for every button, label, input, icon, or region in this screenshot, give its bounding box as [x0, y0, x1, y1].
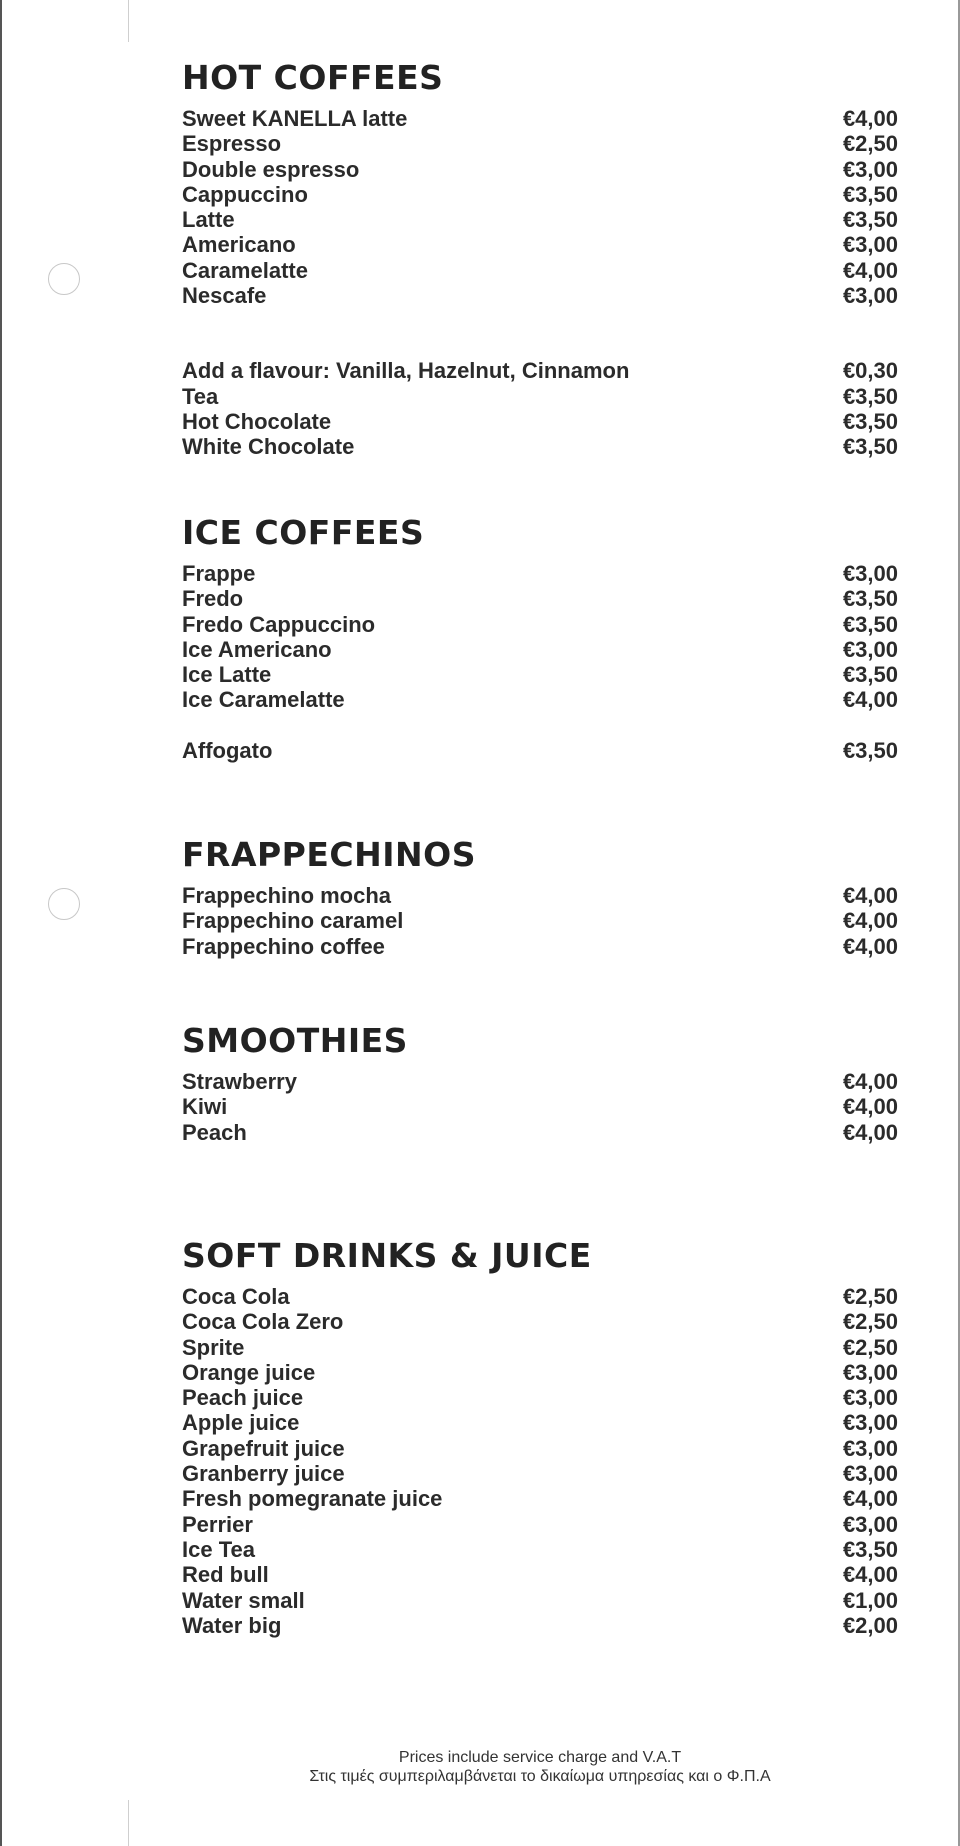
menu-item-price: €3,00	[842, 636, 898, 662]
menu-item-price: €3,50	[842, 181, 898, 207]
menu-item-name: Frappe	[182, 561, 256, 586]
section-smoothies	[182, 1019, 898, 1145]
menu-item	[182, 131, 898, 156]
menu-item	[182, 384, 898, 409]
menu-item-price: €3,00	[842, 283, 898, 309]
menu-item	[182, 1385, 898, 1410]
menu-item-price: €3,00	[842, 1435, 898, 1461]
menu-item-price: €4,00	[842, 1486, 898, 1512]
menu-item-price: €4,00	[842, 1069, 898, 1094]
menu-item	[182, 1309, 898, 1334]
menu-item-name: Ice Latte	[182, 662, 272, 688]
menu-item	[182, 409, 898, 434]
menu-list-extras	[182, 358, 898, 459]
menu-item-price: €3,00	[842, 232, 898, 258]
section-title: SMOOTHIES	[182, 1021, 408, 1060]
menu-item-price: €3,50	[842, 207, 898, 233]
menu-item-name: Ice Americano	[182, 636, 332, 662]
menu-item-price: €3,50	[842, 662, 898, 688]
menu-item-price: €4,00	[842, 933, 898, 959]
menu-item-price: €3,50	[842, 408, 898, 434]
section-ice-coffees	[182, 511, 898, 763]
menu-item	[182, 908, 898, 933]
menu-item-name: Kiwi	[182, 1094, 228, 1120]
menu-item-price: €4,00	[842, 687, 898, 713]
menu-item	[182, 1512, 898, 1537]
menu-item-price: €3,00	[842, 1410, 898, 1436]
menu-item-price: €4,00	[842, 1562, 898, 1588]
menu-item-name: Caramelatte	[182, 257, 308, 283]
menu-item-name: Tea	[182, 383, 219, 409]
menu-item	[182, 283, 898, 308]
menu-item-name: Grapefruit juice	[182, 1435, 345, 1461]
menu-item	[182, 1284, 898, 1309]
menu-item-name: Add a flavour: Vanilla, Hazelnut, Cinnamon	[182, 358, 630, 384]
menu-item-price: €3,00	[842, 1385, 898, 1411]
section-title: HOT COFFEES	[182, 58, 444, 97]
menu-item-name: Orange juice	[182, 1359, 316, 1385]
menu-item-name: Ice Tea	[182, 1536, 255, 1562]
menu-item-name: Water small	[182, 1587, 305, 1613]
menu-item-price: €3,50	[842, 1536, 898, 1562]
menu-item	[182, 1562, 898, 1587]
menu-item	[182, 612, 898, 637]
menu-item-name: Perrier	[182, 1511, 253, 1537]
section-frappechinos	[182, 833, 898, 959]
menu-item	[182, 586, 898, 611]
footer-note	[182, 1748, 898, 1786]
menu-item	[182, 662, 898, 687]
menu-list	[182, 1284, 898, 1638]
menu-item-name: Double espresso	[182, 156, 360, 182]
menu-item	[182, 561, 898, 586]
menu-item	[182, 1461, 898, 1486]
menu-item-price: €1,00	[842, 1587, 898, 1613]
menu-item	[182, 1537, 898, 1562]
menu-item-name: Sweet KANELLA latte	[182, 106, 408, 131]
menu-item	[182, 934, 898, 959]
menu-item	[182, 883, 898, 908]
menu-list	[182, 561, 898, 713]
menu-item-name: Apple juice	[182, 1410, 300, 1436]
menu-item-name: Cappuccino	[182, 181, 308, 207]
menu-item	[182, 157, 898, 182]
menu-list	[182, 883, 898, 959]
menu-item-name: Strawberry	[182, 1069, 297, 1094]
menu-item-name: Affogato	[182, 737, 273, 763]
menu-item-name: Peach	[182, 1119, 247, 1145]
menu-item	[182, 1486, 898, 1511]
footer-line-english: Prices include service charge and V.A.T	[398, 1749, 682, 1766]
menu-item-price: €3,50	[842, 586, 898, 612]
menu-list	[182, 106, 898, 308]
menu-item-name: Hot Chocolate	[182, 408, 332, 434]
menu-item	[182, 182, 898, 207]
menu-item-name: Nescafe	[182, 283, 267, 309]
menu-item-name: Peach juice	[182, 1385, 304, 1411]
menu-item-name: Frappechino caramel	[182, 908, 404, 934]
menu-item-name: Ice Caramelatte	[182, 687, 345, 713]
menu-item-name: Fresh pomegranate juice	[182, 1486, 443, 1512]
menu-item-name: Red bull	[182, 1562, 269, 1588]
menu-item	[182, 358, 898, 383]
binding-line-bottom	[128, 1800, 129, 1846]
menu-item-price: €3,50	[842, 737, 898, 763]
menu-item	[182, 1613, 898, 1638]
menu-item-name: Coca Cola Zero	[182, 1309, 344, 1335]
menu-item	[182, 1360, 898, 1385]
punch-hole-icon	[48, 888, 80, 920]
menu-item	[182, 1588, 898, 1613]
menu-item	[182, 207, 898, 232]
menu-item	[182, 1094, 898, 1119]
menu-item-name: Frappechino coffee	[182, 933, 385, 959]
menu-list-extras	[182, 738, 898, 763]
menu-item-price: €4,00	[842, 908, 898, 934]
menu-item-price: €3,00	[842, 1461, 898, 1487]
menu-item	[182, 738, 898, 763]
section-hot-coffees	[182, 56, 898, 460]
menu-item	[182, 1410, 898, 1435]
menu-item-price: €2,50	[842, 1334, 898, 1360]
menu-item-price: €2,50	[842, 131, 898, 157]
menu-item	[182, 1069, 898, 1094]
menu-item-price: €3,00	[842, 156, 898, 182]
section-soft-drinks	[182, 1234, 898, 1638]
menu-item	[182, 434, 898, 459]
spacer	[182, 713, 898, 738]
menu-item-price: €4,00	[842, 106, 898, 131]
menu-item-price: €4,00	[842, 1094, 898, 1120]
menu-item-price: €2,50	[842, 1309, 898, 1335]
section-title: ICE COFFEES	[182, 513, 425, 552]
menu-item	[182, 106, 898, 131]
menu-item	[182, 1120, 898, 1145]
menu-item-name: Americano	[182, 232, 296, 258]
menu-item-price: €4,00	[842, 1119, 898, 1145]
menu-item-name: Fredo Cappuccino	[182, 611, 376, 637]
menu-item	[182, 1335, 898, 1360]
section-title: SOFT DRINKS & JUICE	[182, 1236, 592, 1275]
menu-item	[182, 232, 898, 257]
menu-item-name: Water big	[182, 1612, 282, 1638]
menu-item-name: Sprite	[182, 1334, 245, 1360]
spacer	[182, 308, 898, 358]
menu-item-price: €3,50	[842, 611, 898, 637]
menu-item-price: €4,00	[842, 883, 898, 908]
menu-list	[182, 1069, 898, 1145]
menu-item-price: €2,50	[842, 1284, 898, 1309]
menu-item-name: Frappechino mocha	[182, 883, 392, 908]
page-border-left	[0, 0, 2, 1846]
menu-item	[182, 1436, 898, 1461]
menu-item	[182, 258, 898, 283]
menu-item-name: Fredo	[182, 586, 244, 612]
menu-item-price: €3,50	[842, 383, 898, 409]
menu-item-price: €0,30	[842, 358, 898, 384]
menu-item-price: €2,00	[842, 1612, 898, 1638]
menu-item-price: €4,00	[842, 257, 898, 283]
footer-line-greek: Στις τιμές συμπεριλαμβάνεται το δικαίωμα υπηρεσίας και ο Φ.Π.Α	[309, 1768, 771, 1785]
menu-item-name: Coca Cola	[182, 1284, 290, 1309]
menu-item-price: €3,50	[842, 434, 898, 460]
menu-item-name: Espresso	[182, 131, 282, 157]
menu-item	[182, 637, 898, 662]
menu-item-name: Granberry juice	[182, 1461, 345, 1487]
menu-item-price: €3,00	[842, 1359, 898, 1385]
menu-item	[182, 687, 898, 712]
punch-hole-icon	[48, 263, 80, 295]
menu-item-price: €3,00	[842, 1511, 898, 1537]
binding-line-top	[128, 0, 129, 42]
section-title: FRAPPECHINOS	[182, 835, 476, 874]
menu-item-name: Latte	[182, 207, 235, 233]
menu-item-name: White Chocolate	[182, 434, 355, 460]
menu-item-price: €3,00	[842, 561, 898, 586]
